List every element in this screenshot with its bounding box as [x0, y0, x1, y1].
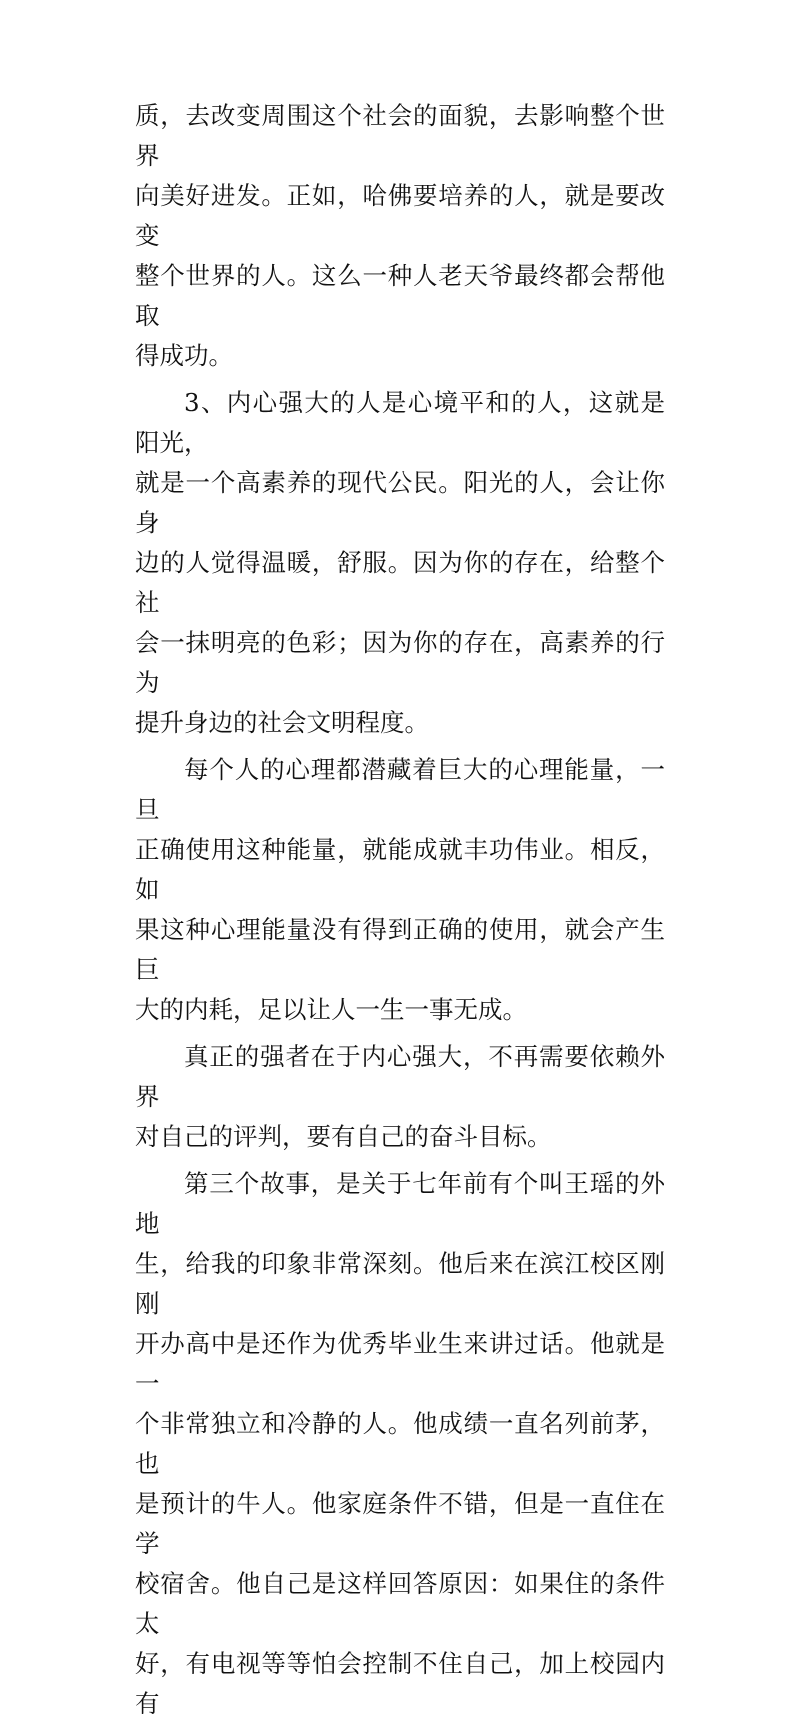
- text-line: 3、内心强大的人是心境平和的人，这就是阳光，: [135, 388, 665, 457]
- paragraph-true-strength: [135, 1037, 665, 1157]
- text-line: 整个世界的人。这么一种人老天爷最终都会帮他取: [135, 261, 665, 330]
- document-body: [135, 96, 665, 1731]
- text-line: 对自己的评判，要有自己的奋斗目标。: [135, 1122, 552, 1151]
- text-line: 好，有电视等等怕会控制不住自己，加上校园内有: [135, 1649, 665, 1718]
- paragraph-third-story: [135, 1164, 665, 1724]
- text-line: 个非常独立和冷静的人。他成绩一直名列前茅，也: [135, 1409, 665, 1478]
- text-line: 边的人觉得温暖，舒服。因为你的存在，给整个社: [135, 548, 665, 617]
- text-line: 质，去改变周围这个社会的面貌，去影响整个世界: [135, 101, 665, 170]
- paragraph-inner-strength: [135, 383, 665, 743]
- text-line: 得成功。: [135, 341, 233, 370]
- text-line: 每个人的心理都潜藏着巨大的心理能量，一旦: [135, 755, 665, 824]
- text-line: 真正的强者在于内心强大，不再需要依赖外界: [135, 1042, 665, 1111]
- paragraph-mental-energy: [135, 750, 665, 1030]
- paragraph-continuation: [135, 96, 665, 376]
- text-line: 是预计的牛人。他家庭条件不错，但是一直住在学: [135, 1489, 665, 1558]
- text-line: 会一抹明亮的色彩；因为你的存在，高素养的行为: [135, 628, 665, 697]
- text-line: 果这种心理能量没有得到正确的使用，就会产生巨: [135, 915, 665, 984]
- text-line: 生，给我的印象非常深刻。他后来在滨江校区刚刚: [135, 1249, 665, 1318]
- text-line: 大的内耗，足以让人一生一事无成。: [135, 995, 527, 1024]
- text-line: 开办高中是还作为优秀毕业生来讲过话。他就是一: [135, 1329, 665, 1398]
- text-line: 第三个故事，是关于七年前有个叫王瑶的外地: [135, 1169, 665, 1238]
- text-line: 向美好进发。正如，哈佛要培养的人，就是要改变: [135, 181, 665, 250]
- text-line: 校宿舍。他自己是这样回答原因：如果住的条件太: [135, 1569, 665, 1638]
- text-line: 提升身边的社会文明程度。: [135, 708, 429, 737]
- text-line: 就是一个高素养的现代公民。阳光的人，会让你身: [135, 468, 665, 537]
- text-line: 正确使用这种能量，就能成就丰功伟业。相反，如: [135, 835, 665, 904]
